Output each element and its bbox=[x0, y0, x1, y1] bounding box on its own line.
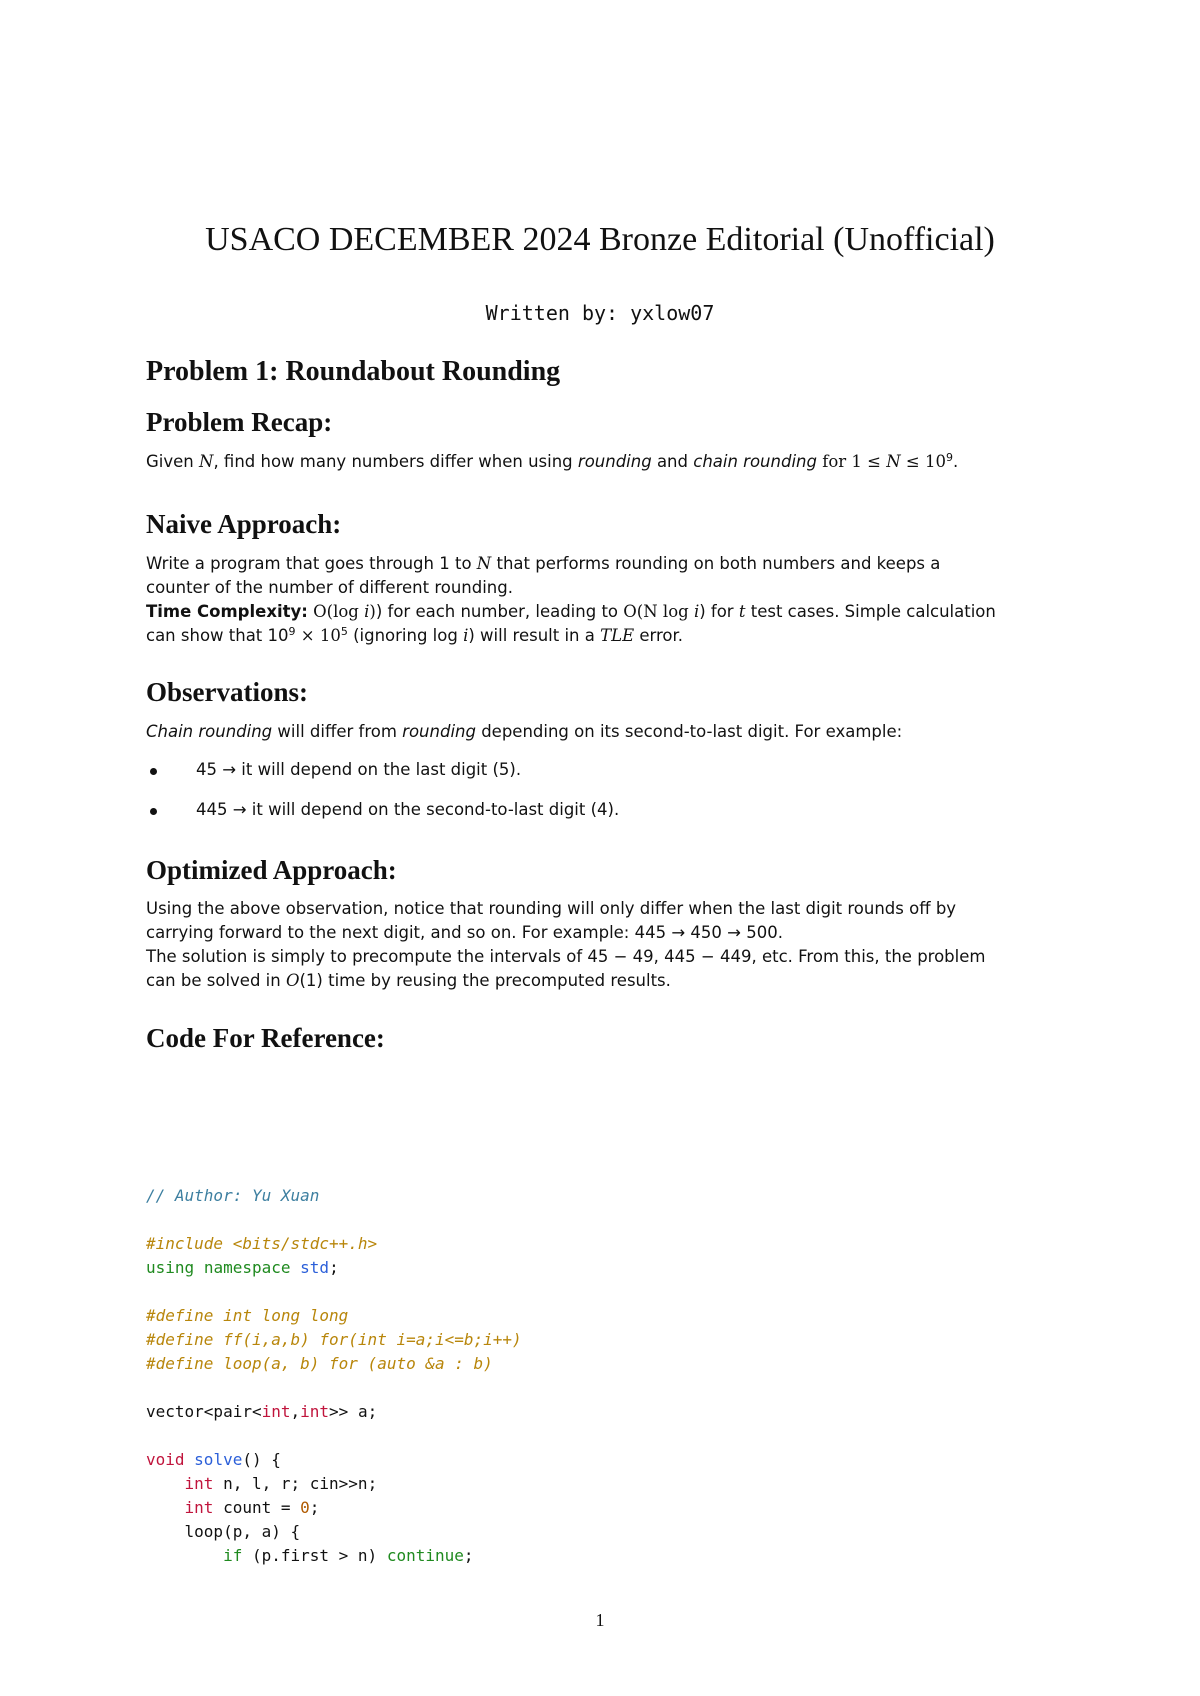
recap-var-n: N bbox=[199, 452, 214, 471]
recap-text: , find how many numbers differ when using bbox=[213, 452, 578, 471]
observations-paragraph bbox=[146, 720, 1066, 744]
obs-term-chain-rounding: Chain rounding bbox=[146, 722, 273, 741]
code-text: ; bbox=[309, 1498, 320, 1517]
optimized-text: carrying forward to the next digit, and so on. For example: 445 → 450 → 500. bbox=[146, 923, 783, 942]
list-item bbox=[146, 798, 1066, 838]
optimized-math: O bbox=[285, 971, 300, 990]
code-keyword: continue bbox=[386, 1546, 464, 1565]
naive-text: error. bbox=[634, 626, 684, 645]
recap-math: ≤ 10 bbox=[900, 452, 946, 471]
observations-heading: Observations: bbox=[146, 677, 308, 707]
optimized-paragraph bbox=[146, 897, 1066, 993]
recap-math: for 1 ≤ bbox=[816, 452, 887, 471]
recap-text: . bbox=[952, 452, 959, 471]
obs-text: depending on its second-to-last digit. For example: bbox=[475, 722, 903, 741]
page-number: 1 bbox=[595, 1610, 605, 1630]
recap-heading: Problem Recap: bbox=[146, 407, 333, 437]
optimized-text: can be solved in bbox=[146, 971, 286, 990]
naive-heading: Naive Approach: bbox=[146, 509, 342, 539]
code-type: int bbox=[184, 1498, 214, 1517]
code-indent bbox=[146, 1474, 185, 1493]
naive-text: ) will result in a bbox=[468, 626, 601, 645]
naive-var-i: i bbox=[364, 602, 370, 621]
recap-paragraph bbox=[146, 450, 1066, 474]
naive-var-n: N bbox=[476, 554, 492, 573]
naive-var-i: i bbox=[693, 602, 700, 621]
code-preprocessor: #define ff(i,a,b) for(int i=a;i<=b;i++) bbox=[146, 1330, 522, 1349]
naive-tle: TLE bbox=[600, 626, 635, 645]
code-text: count = bbox=[213, 1498, 301, 1517]
code-comment: // Author: Yu Xuan bbox=[146, 1186, 320, 1205]
code-block bbox=[146, 1160, 1066, 1568]
obs-term-rounding: rounding bbox=[402, 722, 476, 741]
list-item-text: 445 → it will depend on the second-to-last digit (4). bbox=[196, 800, 620, 819]
code-preprocessor: #include <bits/stdc++.h> bbox=[146, 1234, 378, 1253]
optimized-heading: Optimized Approach: bbox=[146, 855, 397, 885]
code-preprocessor: #define int long long bbox=[146, 1306, 349, 1325]
code-text: >> a; bbox=[329, 1402, 378, 1421]
code-keyword: if bbox=[223, 1546, 243, 1565]
naive-paragraph: Write a program that goes through 1 to N that performs rounding on both numbers and keeps a counter of the number of different rounding. Time Complexity: O(log i)) for each number, leading to O(N log i) for t test cases. Simple calculation can show that $10^9 \times 10^5$ (ignoring log i) will result in a TLE error. bbox=[146, 552, 1066, 648]
recap-text: and bbox=[651, 452, 694, 471]
code-identifier: std bbox=[300, 1258, 330, 1277]
naive-text: counter of the number of different rounding. bbox=[146, 578, 513, 597]
code-text: ; bbox=[463, 1546, 474, 1565]
recap-text: Given bbox=[146, 452, 199, 471]
naive-var-t: t bbox=[738, 602, 746, 621]
bullet-icon bbox=[150, 808, 157, 815]
naive-exponent: 9 bbox=[288, 625, 296, 638]
code-text: ; bbox=[329, 1258, 339, 1277]
optimized-text: Using the above observation, notice that rounding will only differ when the last digit rounds off by bbox=[146, 899, 957, 918]
code-heading: Code For Reference: bbox=[146, 1023, 385, 1053]
optimized-text: (1) time by reusing the precomputed results. bbox=[299, 971, 671, 990]
code-type: int bbox=[184, 1474, 214, 1493]
naive-math: O(N log bbox=[623, 602, 694, 621]
list-item bbox=[146, 758, 1066, 798]
optimized-text: The solution is simply to precompute the intervals of 45 − 49, 445 − 449, etc. From this, the problem bbox=[146, 947, 986, 966]
code-type: void bbox=[146, 1450, 185, 1469]
code-preprocessor: #define loop(a, b) for (auto &a : b) bbox=[146, 1354, 493, 1373]
code-text: , bbox=[290, 1402, 301, 1421]
naive-text: ) for each number, leading to bbox=[375, 602, 624, 621]
naive-text: (ignoring log bbox=[347, 626, 464, 645]
naive-math: O(log bbox=[307, 602, 365, 621]
code-text: n, l, r; cin>>n; bbox=[213, 1474, 378, 1493]
code-type: int bbox=[300, 1402, 330, 1421]
recap-term-rounding: rounding bbox=[577, 452, 652, 471]
naive-text: test cases. Simple calculation bbox=[745, 602, 996, 621]
obs-text: will differ from bbox=[272, 722, 403, 741]
code-text: (p.first > n) bbox=[242, 1546, 387, 1565]
naive-text: can show that 10 bbox=[146, 626, 289, 645]
code-number: 0 bbox=[300, 1498, 310, 1517]
code-keyword: using bbox=[146, 1258, 195, 1277]
problem-heading: Problem 1: Roundabout Rounding bbox=[146, 356, 561, 387]
recap-var-n: N bbox=[886, 452, 901, 471]
naive-text: ) for bbox=[699, 602, 739, 621]
naive-exponent: 5 bbox=[340, 625, 348, 638]
list-item-text: 45 → it will depend on the last digit (5). bbox=[196, 760, 522, 779]
code-indent bbox=[146, 1546, 223, 1565]
code-text: () { bbox=[242, 1450, 281, 1469]
author-byline: Written by: yxlow07 bbox=[485, 301, 715, 325]
code-indent bbox=[146, 1498, 185, 1517]
naive-text: that performs rounding on both numbers and keeps a bbox=[491, 554, 941, 573]
code-function: solve bbox=[194, 1450, 243, 1469]
document-title: USACO DECEMBER 2024 Bronze Editorial (Unofficial) bbox=[205, 221, 995, 258]
observations-list bbox=[146, 758, 1066, 838]
naive-var-i: i bbox=[463, 626, 469, 645]
code-text: vector<pair< bbox=[146, 1402, 262, 1421]
code-type: int bbox=[261, 1402, 291, 1421]
recap-term-chain-rounding: chain rounding bbox=[693, 452, 817, 471]
naive-text: Write a program that goes through 1 to bbox=[146, 554, 477, 573]
bullet-icon bbox=[150, 768, 157, 775]
code-keyword: namespace bbox=[203, 1258, 291, 1277]
time-complexity-label: Time Complexity: bbox=[146, 602, 308, 621]
code-text: loop(p, a) { bbox=[146, 1522, 301, 1541]
recap-exponent: 9 bbox=[945, 451, 953, 464]
naive-math: × 10 bbox=[295, 626, 341, 645]
